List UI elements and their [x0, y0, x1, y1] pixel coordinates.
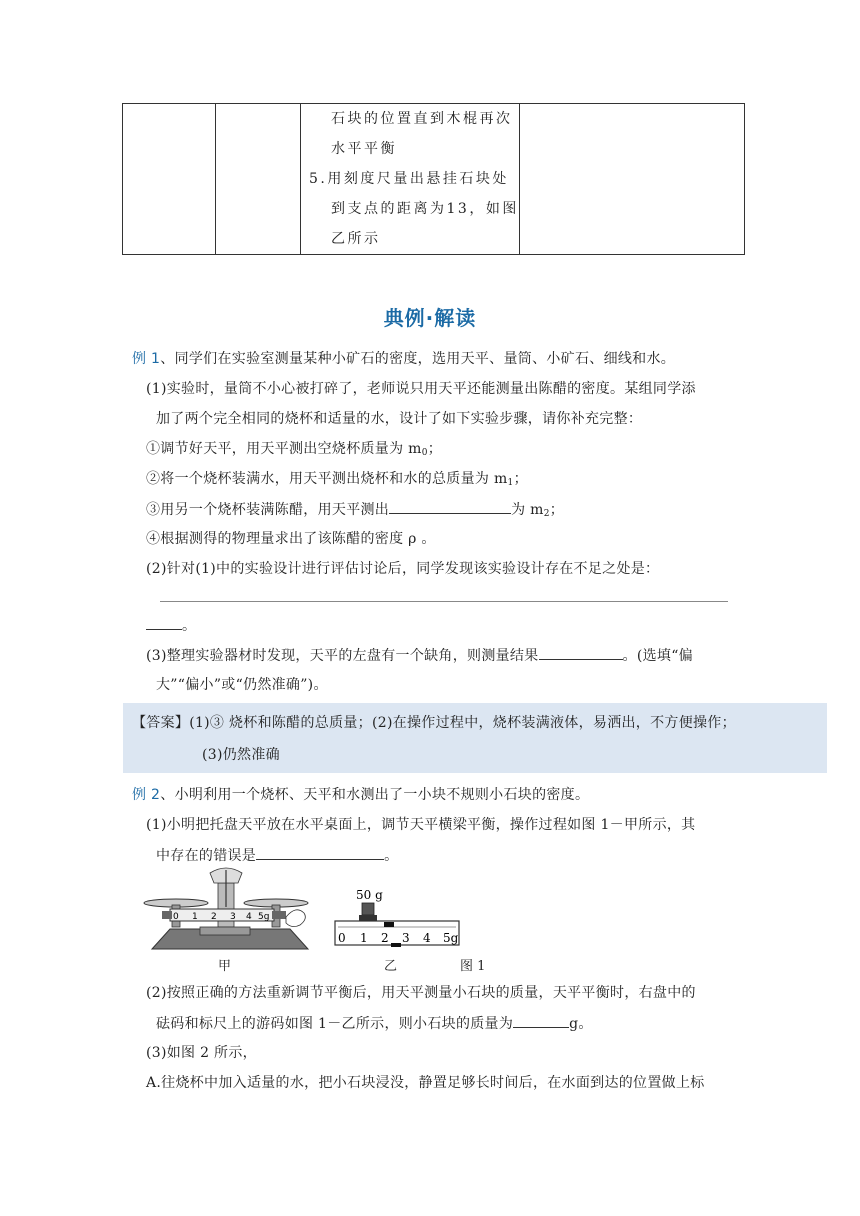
experiment-table — [122, 103, 745, 255]
example2-qA-line1: A.往烧杯中加入适量的水，把小石块浸没，静置足够长时间后，在水面到达的位置做上标 — [146, 1075, 705, 1091]
scale-tick-label: 2 — [211, 912, 217, 922]
step-line: 石块的位置直到木棍再次 — [331, 111, 513, 127]
balance-figure — [140, 865, 500, 975]
example1-q3-line2: 大”“偏小”或“仍然准确”)。 — [156, 677, 328, 693]
answer-blank[interactable] — [146, 615, 182, 630]
step-line: 水平平衡 — [331, 141, 397, 157]
example1-q2-end: 。 — [146, 615, 196, 636]
example2-q1-line2: 中存在的错误是 。 — [156, 845, 398, 866]
scale-tick-label: 1 — [360, 931, 368, 945]
example2-q1-line1: (1)小明把托盘天平放在水平桌面上，调节天平横梁平衡，操作过程如图 1－甲所示，其 — [146, 817, 696, 833]
example1-step2: ②将一个烧杯装满水，用天平测出烧杯和水的总质量为 $m_1$； — [146, 471, 528, 488]
scale-tick-label: 5g — [443, 931, 459, 945]
step-line: 5.用刻度尺量出悬挂石块处 — [309, 171, 509, 187]
example2-q3-line1: (3)如图 2 所示， — [146, 1045, 257, 1061]
scale-tick-label: 1 — [192, 912, 198, 922]
scale-tick-label: 4 — [246, 912, 252, 922]
scale-tick-label: 0 — [338, 931, 346, 945]
answer-blank[interactable] — [256, 845, 384, 860]
answer-line1: 【答案】(1)③ 烧杯和陈醋的总质量；(2)在操作过程中，烧杯装满液体，易洒出，不方便操作； — [132, 715, 736, 731]
section-title: 典例·解读 — [383, 306, 477, 330]
example1-label: 例 1 — [132, 351, 161, 367]
step-line: 到支点的距离为13，如图 — [331, 201, 519, 217]
answer-blank-line[interactable] — [160, 601, 728, 602]
scale-tick-label: 4 — [423, 931, 431, 945]
table-cell-steps — [301, 104, 520, 255]
example2-q2-line2: 砝码和标尺上的游码如图 1－乙所示，则小石块的质量为 g。 — [156, 1013, 593, 1034]
example1-step3: ③用另一个烧杯装满陈醋，用天平测出 为 $m_2$； — [146, 499, 564, 524]
step-line: 乙所示 — [331, 231, 381, 247]
scale-tick-label: 3 — [230, 912, 236, 922]
example1-q1-line2: 加了两个完全相同的烧杯和适量的水，设计了如下实验步骤，请你补充完整： — [156, 411, 643, 427]
figure-label-jia: 甲 — [218, 959, 232, 974]
table-cell — [519, 104, 744, 255]
example2-intro: 例 2、小明利用一个烧杯、天平和水测出了一小块不规则小石块的密度。 — [132, 787, 590, 803]
answer-blank[interactable] — [513, 1013, 569, 1028]
answer-blank[interactable] — [389, 499, 511, 514]
example2-q2-line1: (2)按照正确的方法重新调节平衡后，用天平测量小石块的质量，天平平衡时，右盘中的 — [146, 985, 696, 1001]
table-cell — [123, 104, 216, 255]
figure-label-yi: 乙 — [384, 959, 398, 974]
table-cell — [216, 104, 301, 255]
example2-label: 例 2 — [132, 787, 161, 803]
example1-step4: ④根据测得的物理量求出了该陈醋的密度 ρ 。 — [146, 531, 436, 547]
answer-line2: (3)仍然准确 — [202, 747, 280, 763]
scale-tick-label: 5g — [258, 912, 270, 922]
figure-caption: 图 1 — [460, 959, 486, 974]
example1-q3-line1: (3)整理实验器材时发现，天平的左盘有一个缺角，则测量结果 。(选填“偏 — [146, 645, 693, 666]
weight-label: 50 g — [356, 888, 383, 902]
scale-tick-label: 3 — [402, 931, 410, 945]
scale-tick-label: 0 — [173, 912, 179, 922]
balance-jia — [144, 868, 308, 949]
scale-tick-label: 2 — [381, 931, 389, 945]
example1-step1: ①调节好天平，用天平测出空烧杯质量为 $m_0$； — [146, 441, 443, 458]
example1-q1-line1: (1)实验时，量筒不小心被打碎了，老师说只用天平还能测量出陈醋的密度。某组同学添 — [146, 381, 696, 397]
answer-blank[interactable] — [539, 645, 623, 660]
example1-intro: 例 1、同学们在实验室测量某种小矿石的密度，选用天平、量筒、小矿石、细线和水。 — [132, 351, 676, 367]
scale-yi — [335, 888, 459, 947]
example1-q2-line1: (2)针对(1)中的实验设计进行评估讨论后，同学发现该实验设计存在不足之处是： — [146, 561, 660, 577]
